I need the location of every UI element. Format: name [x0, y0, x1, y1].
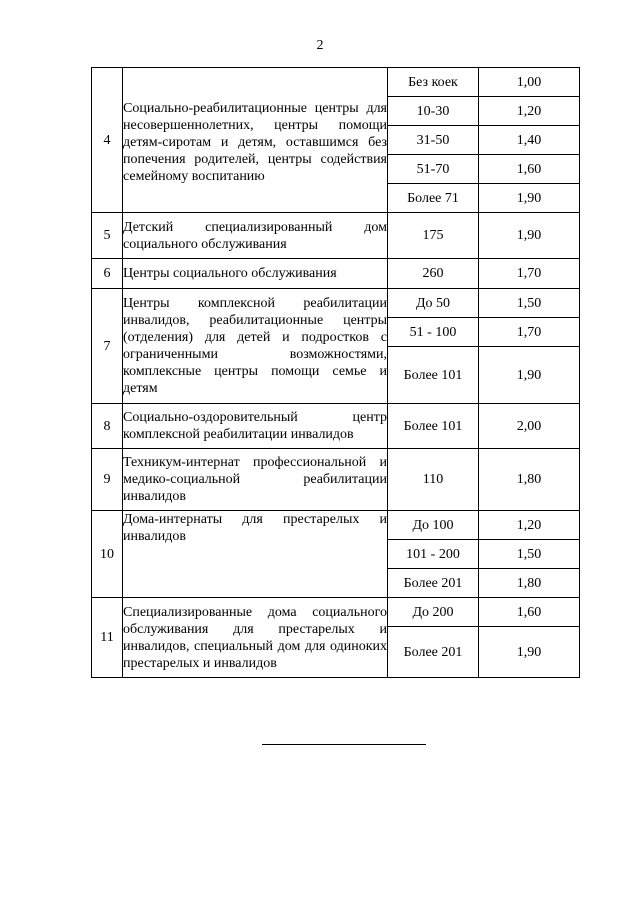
coefficient-cell: 1,90 — [479, 184, 580, 213]
table-row — [92, 289, 580, 318]
capacity-cell: 51-70 — [388, 155, 479, 184]
capacity-cell: 51 - 100 — [388, 318, 479, 347]
table-row — [92, 598, 580, 627]
row-number: 8 — [92, 404, 123, 449]
capacity-cell: До 200 — [388, 598, 479, 627]
institution-type: Центры социального обслуживания — [123, 259, 388, 289]
coefficient-cell: 1,50 — [479, 540, 580, 569]
table-row — [92, 213, 580, 259]
end-of-document-rule — [262, 744, 426, 745]
institution-type: Детский специализированный дом социального обслуживания — [123, 213, 388, 259]
capacity-cell: До 50 — [388, 289, 479, 318]
institution-type: Социально-реабилитационные центры для несовершеннолетних, центры помощи детям-сиротам и детям, оставшимся без попечения родителей, центры содействия семейному воспитанию — [123, 68, 388, 213]
capacity-cell: Более 71 — [388, 184, 479, 213]
capacity-cell: 10-30 — [388, 97, 479, 126]
capacity-cell: Более 101 — [388, 404, 479, 449]
table-row — [92, 68, 580, 97]
page-number: 2 — [316, 38, 324, 53]
capacity-cell: 31-50 — [388, 126, 479, 155]
coefficient-cell: 1,60 — [479, 155, 580, 184]
capacity-cell: Более 101 — [388, 347, 479, 404]
table-row — [92, 259, 580, 289]
coefficient-cell: 1,70 — [479, 318, 580, 347]
row-number: 9 — [92, 449, 123, 511]
coefficient-cell: 1,60 — [479, 598, 580, 627]
coefficient-cell: 1,20 — [479, 511, 580, 540]
coefficient-cell: 1,20 — [479, 97, 580, 126]
institution-type: Техникум-интернат профессиональной и медико-социальной реабилитации инвалидов — [123, 449, 388, 511]
capacity-cell: 175 — [388, 213, 479, 259]
coefficient-cell: 1,80 — [479, 449, 580, 511]
coefficient-cell: 1,90 — [479, 627, 580, 678]
coefficients-table — [91, 67, 580, 678]
coefficient-cell: 1,80 — [479, 569, 580, 598]
capacity-cell: 110 — [388, 449, 479, 511]
institution-type: Социально-оздоровительный центр комплексной реабилитации инвалидов — [123, 404, 388, 449]
coefficient-cell: 1,70 — [479, 259, 580, 289]
table-row — [92, 511, 580, 540]
capacity-cell: Без коек — [388, 68, 479, 97]
capacity-cell: 101 - 200 — [388, 540, 479, 569]
row-number: 5 — [92, 213, 123, 259]
coefficient-cell: 2,00 — [479, 404, 580, 449]
capacity-cell: Более 201 — [388, 627, 479, 678]
capacity-cell: 260 — [388, 259, 479, 289]
coefficient-cell: 1,90 — [479, 347, 580, 404]
coefficient-cell: 1,90 — [479, 213, 580, 259]
row-number: 11 — [92, 598, 123, 678]
coefficient-cell: 1,50 — [479, 289, 580, 318]
row-number: 4 — [92, 68, 123, 213]
institution-type: Дома-интернаты для престарелых и инвалидов — [123, 511, 388, 598]
capacity-cell: Более 201 — [388, 569, 479, 598]
row-number: 10 — [92, 511, 123, 598]
coefficient-cell: 1,40 — [479, 126, 580, 155]
institution-type: Центры комплексной реабилитации инвалидов, реабилитационные центры (отделения) для детей и подростков с ограниченными возможностями, комплексные центры помощи семье и детям — [123, 289, 388, 404]
row-number: 6 — [92, 259, 123, 289]
institution-type: Специализированные дома социального обслуживания для престарелых и инвалидов, специальный дом для одиноких престарелых и инвалидов — [123, 598, 388, 678]
coefficient-cell: 1,00 — [479, 68, 580, 97]
table-row — [92, 449, 580, 511]
table-row — [92, 404, 580, 449]
capacity-cell: До 100 — [388, 511, 479, 540]
row-number: 7 — [92, 289, 123, 404]
